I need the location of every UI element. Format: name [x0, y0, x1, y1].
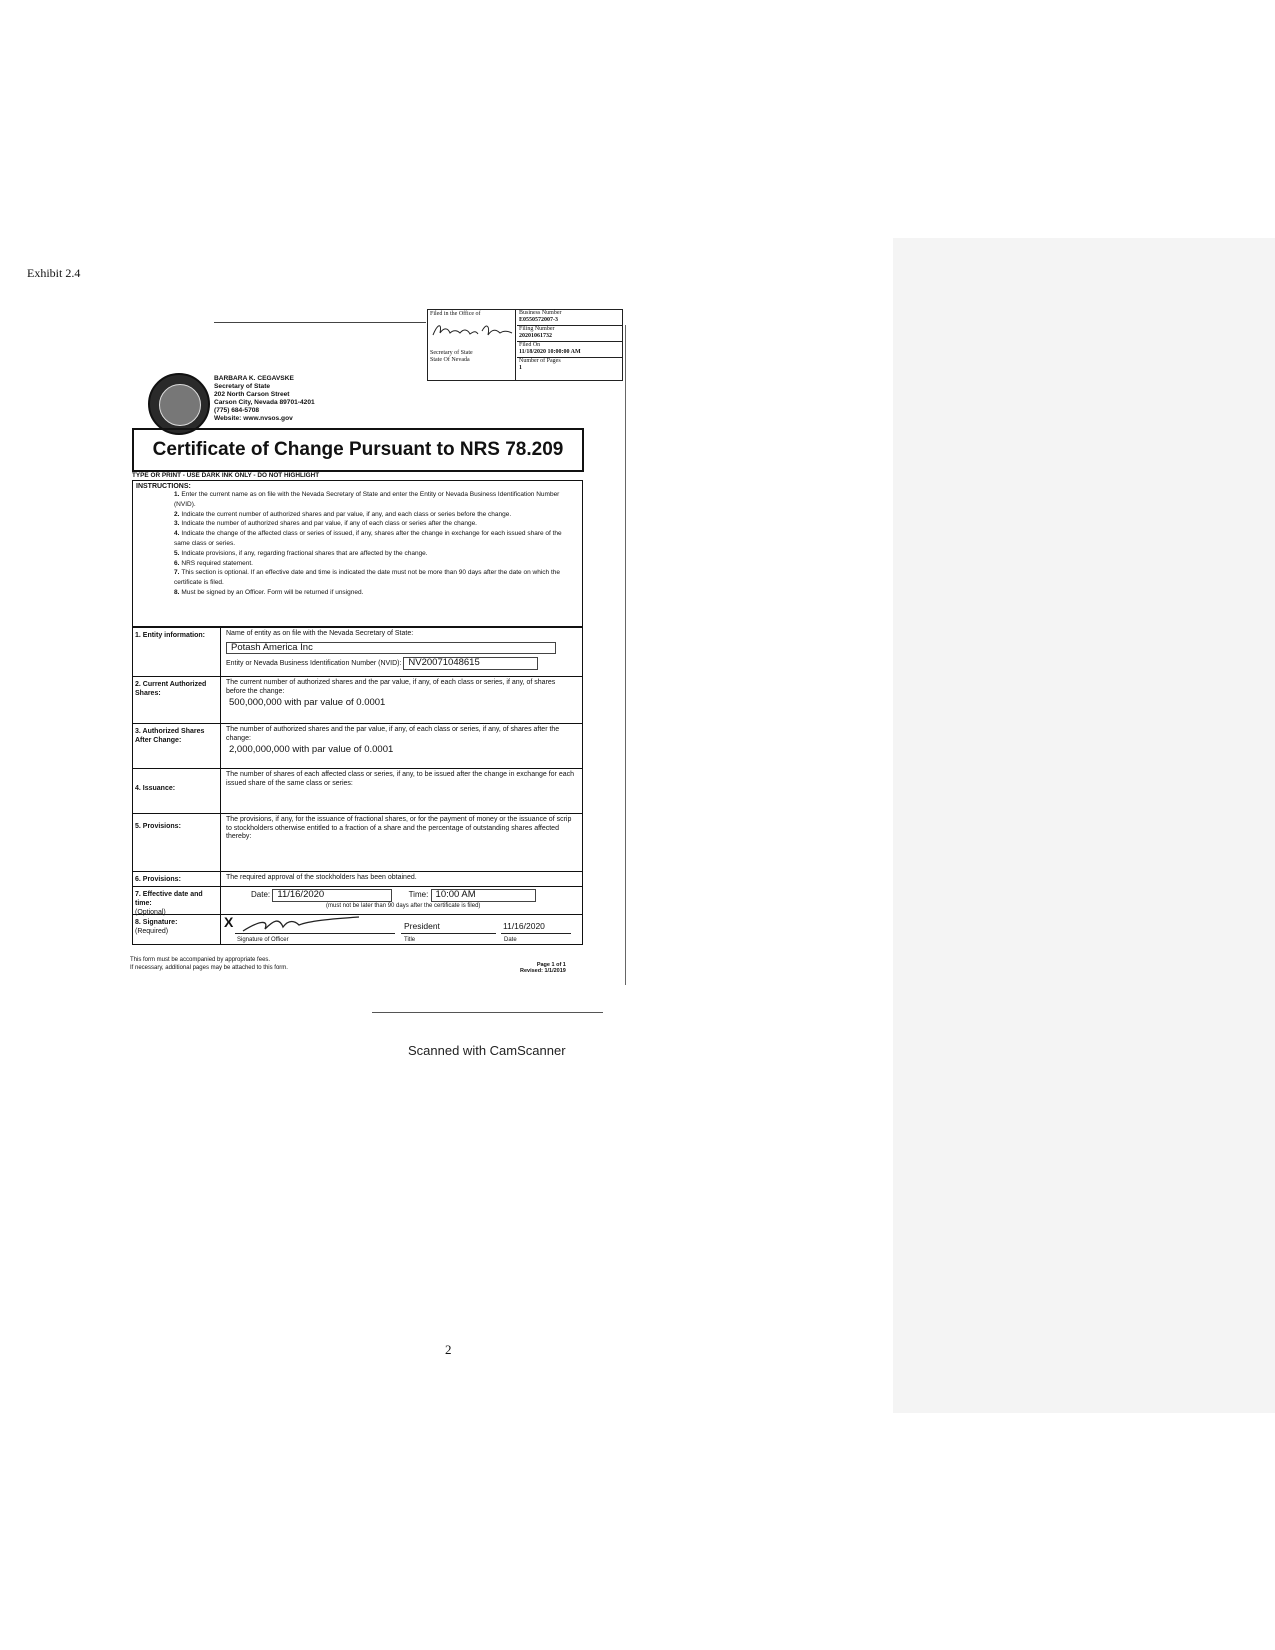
- pages-label: Number of Pages: [519, 358, 561, 364]
- filing-stamp: [427, 309, 623, 381]
- issuance-label: 4. Issuance:: [133, 769, 221, 813]
- secretary-signature-icon: [430, 319, 514, 341]
- entity-name-field[interactable]: Potash America Inc: [226, 642, 556, 655]
- officer-signature-icon: [239, 915, 369, 935]
- instructions-heading: INSTRUCTIONS:: [136, 483, 191, 490]
- title-caption: Title: [404, 937, 416, 943]
- filing-number-label: Filing Number: [519, 326, 555, 332]
- filing-stamp-details: [517, 310, 622, 380]
- filed-on-cell: [517, 342, 622, 358]
- office-city: Carson City, Nevada 89701-4201: [214, 399, 315, 406]
- scanned-with-note: Scanned with CamScanner: [408, 1043, 566, 1058]
- officer-title-field[interactable]: President: [404, 921, 440, 931]
- footer-page: Page 1 of 1: [536, 962, 566, 968]
- row-current-authorized-shares: [133, 676, 582, 723]
- instruction-item: 4. Indicate the change of the affected class or series of issued, if any, shares after the change in exchange for each issued share of the same class or series.: [174, 530, 562, 547]
- row-provisions: [133, 813, 582, 871]
- secretary-of-state-address: [214, 375, 315, 423]
- office-street: 202 North Carson Street: [214, 391, 290, 398]
- office-website: Website: www.nvsos.gov: [214, 415, 293, 422]
- office-phone: (775) 684-5708: [214, 407, 260, 414]
- after-shares-label: 3. Authorized Shares After Change:: [133, 724, 221, 768]
- row-provisions-6: [133, 871, 582, 886]
- date-note: (must not be later than 90 days after the certificate is filed): [326, 902, 481, 909]
- date-caption: Date: [504, 937, 517, 943]
- form-title: Certificate of Change Pursuant to NRS 78.209: [132, 428, 584, 472]
- time-label: Time:: [408, 890, 429, 899]
- provisions-description: The provisions, if any, for the issuance of fractional shares, or for the payment of money or the issuance of scrip to stockholders otherwise entitled to a fraction of a share and the percentage of outstanding shares affected thereby:: [226, 816, 572, 841]
- date-label: Date:: [251, 890, 271, 899]
- page-margin-panel: [893, 238, 1275, 1413]
- filed-on-label: Filed On: [519, 342, 541, 348]
- business-number-cell: [517, 310, 622, 326]
- footer-fees-note: This form must be accompanied by appropriate fees.: [130, 957, 271, 963]
- footer-pages-note: If necessary, additional pages may be attached to this form.: [130, 964, 288, 971]
- state-seal-icon: [148, 373, 210, 435]
- current-shares-description: The current number of authorized shares and the par value, if any, of each class or series, if any, of shares before the change:: [226, 679, 556, 695]
- instruction-item: 3. Indicate the number of authorized shares and par value, if any of each class or series after the change.: [174, 520, 477, 528]
- row-issuance: [133, 768, 582, 813]
- issuance-description: The number of shares of each affected class or series, if any, to be issued after the change in exchange for each issued share of the same class or series:: [226, 771, 575, 787]
- provisions-6-description: The required approval of the stockholders has been obtained.: [226, 874, 417, 881]
- scan-top-rule: [214, 322, 426, 323]
- instructions-box: [132, 480, 583, 627]
- entity-description: Name of entity as on file with the Nevada Secretary of State:: [226, 630, 414, 637]
- entity-label: 1. Entity information:: [133, 628, 221, 676]
- current-shares-label: 2. Current Authorized Shares:: [133, 677, 221, 723]
- row-signature: [133, 914, 582, 944]
- filing-number-cell: [517, 326, 622, 342]
- instructions-list: [174, 490, 574, 598]
- signature-required: (Required): [135, 928, 169, 935]
- provisions-6-label: 6. Provisions:: [133, 872, 221, 886]
- filing-state: State Of Nevada: [430, 357, 470, 363]
- effective-time-field[interactable]: 10:00 AM: [431, 889, 536, 902]
- scanner-rule: [372, 1012, 603, 1013]
- instruction-item: 7. This section is optional. If an effective date and time is indicated the date must not be more than 90 days after the date on which the certificate is filed.: [174, 569, 560, 587]
- signature-caption: Signature of Officer: [237, 937, 289, 943]
- instruction-item: 6. NRS required statement.: [174, 559, 253, 567]
- provisions-label: 5. Provisions:: [133, 814, 221, 871]
- row-effective-date: [133, 886, 582, 914]
- effective-date-line: [226, 889, 577, 902]
- signature-label: 8. Signature: (Required): [133, 915, 221, 944]
- nvid-field[interactable]: NV20071048615: [403, 657, 538, 670]
- filing-stamp-office: [428, 310, 516, 380]
- business-number: E0550572007-3: [519, 317, 558, 323]
- filed-in-office: Filed in the Office of: [430, 311, 481, 317]
- instruction-item: 8. Must be signed by an Officer. Form will be returned if unsigned.: [174, 588, 364, 596]
- office-name: BARBARA K. CEGAVSKE: [214, 375, 294, 382]
- filed-on: 11/18/2020 10:00:00 AM: [519, 349, 581, 355]
- signature-x: X: [224, 914, 234, 930]
- current-shares-value[interactable]: 500,000,000 with par value of 0.0001: [229, 697, 386, 709]
- instruction-item: 2. Indicate the current number of authorized shares and par value, if any, and each class or series before the change.: [174, 510, 512, 518]
- date-line: [501, 933, 571, 934]
- filing-secretary: Secretary of State: [430, 350, 473, 356]
- filing-number: 20201061732: [519, 333, 552, 339]
- signature-date-field[interactable]: 11/16/2020: [503, 921, 545, 931]
- pages-count: 1: [519, 365, 522, 371]
- business-number-label: Business Number: [519, 310, 562, 316]
- office-title: Secretary of State: [214, 383, 271, 390]
- after-shares-description: The number of authorized shares and the par value, if any, of each class or series, if any, of shares after the change:: [226, 726, 560, 742]
- row-authorized-shares-after-change: [133, 723, 582, 768]
- form-footer-page-info: [520, 962, 566, 974]
- footer-revised: Revised: 1/1/2019: [520, 968, 566, 974]
- signature-line[interactable]: [235, 933, 395, 934]
- pages-cell: [517, 358, 622, 374]
- effective-optional: (Optional): [135, 909, 166, 916]
- nvid-label: Entity or Nevada Business Identification Number (NVID):: [226, 660, 402, 668]
- form-footer-notes: [130, 957, 288, 972]
- instruction-item: 5. Indicate provisions, if any, regarding fractional shares that are affected by the change.: [174, 549, 428, 557]
- effective-date-field[interactable]: 11/16/2020: [272, 889, 392, 902]
- effective-label: 7. Effective date and time: (Optional): [133, 887, 221, 914]
- scan-edge-rule: [625, 325, 626, 985]
- after-shares-value[interactable]: 2,000,000,000 with par value of 0.0001: [229, 744, 394, 756]
- title-line: [401, 933, 496, 934]
- type-note: TYPE OR PRINT - USE DARK INK ONLY - DO NOT HIGHLIGHT: [132, 472, 320, 479]
- row-entity-information: [133, 627, 582, 676]
- exhibit-label: Exhibit 2.4: [27, 266, 81, 280]
- page-number: 2: [445, 1342, 452, 1357]
- form-rows: [132, 627, 583, 945]
- nvid-line: [226, 657, 577, 670]
- instruction-item: 1. Enter the current name as on file with the Nevada Secretary of State and enter the Entity or Nevada Business Identification Number (NVID).: [174, 491, 560, 508]
